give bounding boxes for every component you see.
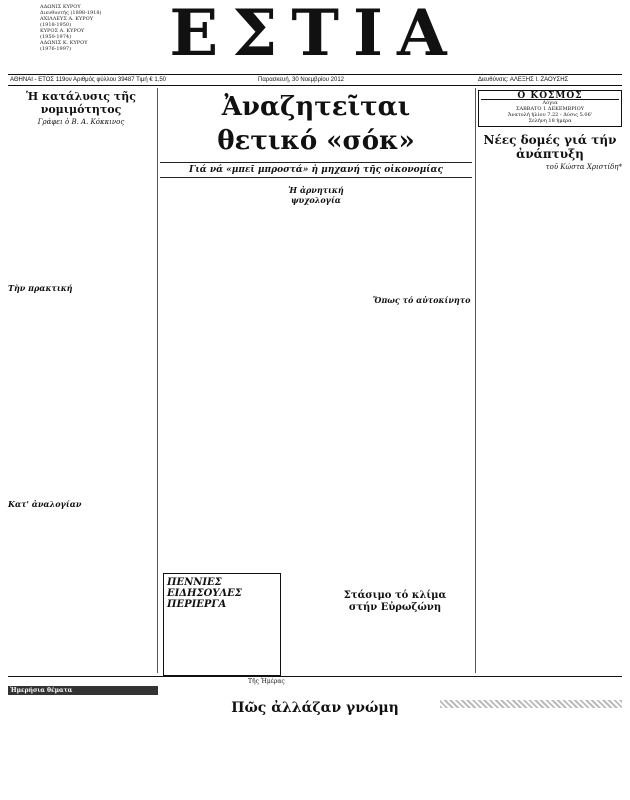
announcement-box (163, 573, 281, 676)
kosmos-date: ΣΑΒΒΑΤΟ 1 ΔΕΚΕΜΒΡΙΟΥ (515, 106, 585, 112)
director-info: Διευθύνσις: ΑΛΕΞΗΣ Ι. ΖΑΟΥΣΗΣ (478, 77, 569, 83)
right-column (478, 90, 622, 175)
left-article-title: Ἡ κατάλυσις τῆς νομιμότητος (26, 90, 136, 116)
founder-line: (1950-1974) (40, 34, 72, 40)
founder-line: ΑΔΩΝΙΣ Κ. ΚΥΡΟΥ (40, 40, 88, 46)
founder-line: (1976-1997) (40, 46, 72, 52)
left-section-2: Κατ' ἀναλογίαν (8, 499, 82, 509)
left-section-1: Τὴν πρακτική (8, 283, 73, 293)
founder-line: (1918-1950) (40, 22, 72, 28)
masthead (0, 0, 630, 72)
founder-line: Διευθυντής (1898-1918) (40, 10, 102, 16)
imerisia-header: Ἡμερήσια θέματα (8, 686, 158, 695)
issue-info: ΑΘΗΝΑΙ - ΕΤΟΣ 119ον Αριθμός φύλλου 39487 Τιμή € 1,50 (10, 77, 167, 83)
kosmos-sub: Λόγια (542, 100, 558, 106)
left-article-body (8, 130, 154, 280)
main-article (160, 90, 472, 342)
issue-date: Παρασκευή, 30 Νοεμβρίου 2012 (258, 77, 344, 83)
main-article-body (160, 182, 472, 342)
bottom-label: Τῆς Ἡμέρας (248, 678, 285, 685)
right-article-byline: τοῦ Κώστα Χριστίδη* (545, 163, 622, 171)
main-headline (160, 90, 472, 158)
stasimo-headline (320, 590, 470, 614)
left-article-byline: Γράφει ὁ Β. Α. Κόκκινος (37, 118, 125, 126)
kosmos-box (478, 90, 622, 127)
main-subhead: Γιά νά «μπεῖ μπροστά» ἡ μηχανή τῆς οἰκονομίας (160, 162, 472, 178)
founder-line: ΑΔΩΝΙΣ ΚΥΡΟΥ (40, 4, 81, 10)
left-article (8, 90, 154, 512)
newspaper-title: ΕΣΤΙΑ (169, 0, 461, 71)
stasimo-line-1: Στάσιμο τό κλίμα (343, 590, 447, 601)
headline-line-1: Ἀναζητεῖται (221, 92, 411, 122)
main-section-1: Ἡ ἀρνητική ψυχολογία (288, 185, 344, 205)
pos-headline: Πῶς ἀλλάζαν γνώμη (231, 700, 399, 716)
right-article-title: Νέες δομές γιά τήν ἀνάπτυξη (483, 133, 617, 161)
info-bar (8, 74, 622, 86)
announcement-title: ΠΕΝΝΙΕΣ ΕΙΔΗΣΟΥΛΕΣ ΠΕΡΙΕΡΓΑ (167, 577, 242, 610)
headline-line-2: θετικό «σόκ» (217, 126, 415, 156)
founder-line: ΑΧΙΛΛΕΥΣ Α. ΚΥΡΟΥ (40, 16, 94, 22)
kosmos-sun: Ἀνατολή ἡλίου 7.22 - Δύσις 5.06' (507, 112, 593, 118)
main-section-2: Ὅπως τό αὐτοκίνητο (372, 295, 471, 305)
kosmos-title: Ο ΚΟΣΜΟΣ (481, 93, 619, 100)
imerisia-box (8, 686, 158, 695)
kosmos-moon: Σελήνη 18 ἡμέρα (528, 118, 572, 124)
bottom-bar (8, 676, 622, 686)
stasimo-line-2: στήν Εὐρωζώνη (348, 602, 442, 613)
founder-line: ΚΥΡΟΣ Α. ΚΥΡΟΥ (40, 28, 85, 34)
stripe-decoration (440, 700, 622, 708)
